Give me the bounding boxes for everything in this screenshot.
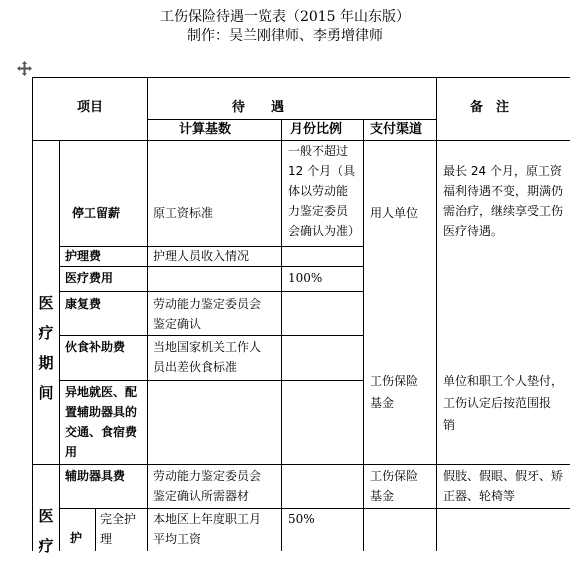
- row-aids-item: 辅助器具费: [65, 469, 126, 483]
- col-header-ratio: 月份比例: [290, 122, 343, 137]
- page-subtitle: 制作：吴兰刚律师、李勇增律师: [187, 28, 383, 44]
- col-header-treatment: 待 遇: [232, 100, 285, 115]
- move-handle-icon[interactable]: [17, 61, 32, 76]
- row-medical-item: 医疗费用: [65, 271, 114, 285]
- row-care-item: 护: [70, 531, 83, 545]
- row-rehab-item: 康复费: [65, 297, 102, 311]
- row-nursing-item: 护理费: [65, 249, 102, 263]
- col-header-remark: 备 注: [470, 100, 510, 115]
- row-care-ratio: 50%: [288, 512, 315, 526]
- col-header-item: 项目: [77, 100, 104, 115]
- col-header-channel: 支付渠道: [370, 122, 423, 137]
- group-label-medical-after: 医 疗: [38, 507, 54, 555]
- row-stop-work-item: 停工留薪: [72, 206, 121, 220]
- row-stop-work-basis: 原工资标准: [153, 206, 214, 220]
- row-stop-work-channel: 用人单位: [370, 206, 419, 220]
- row-medical-ratio: 100%: [288, 271, 323, 285]
- row-nursing-basis: 护理人员收入情况: [153, 249, 250, 263]
- group-label-medical-period: 医 疗 期 间: [38, 294, 54, 402]
- col-header-basis: 计算基数: [179, 122, 232, 137]
- page-title: 工伤保险待遇一览表（2015 年山东版）: [159, 9, 411, 25]
- row-meal-item: 伙食补助费: [65, 340, 126, 354]
